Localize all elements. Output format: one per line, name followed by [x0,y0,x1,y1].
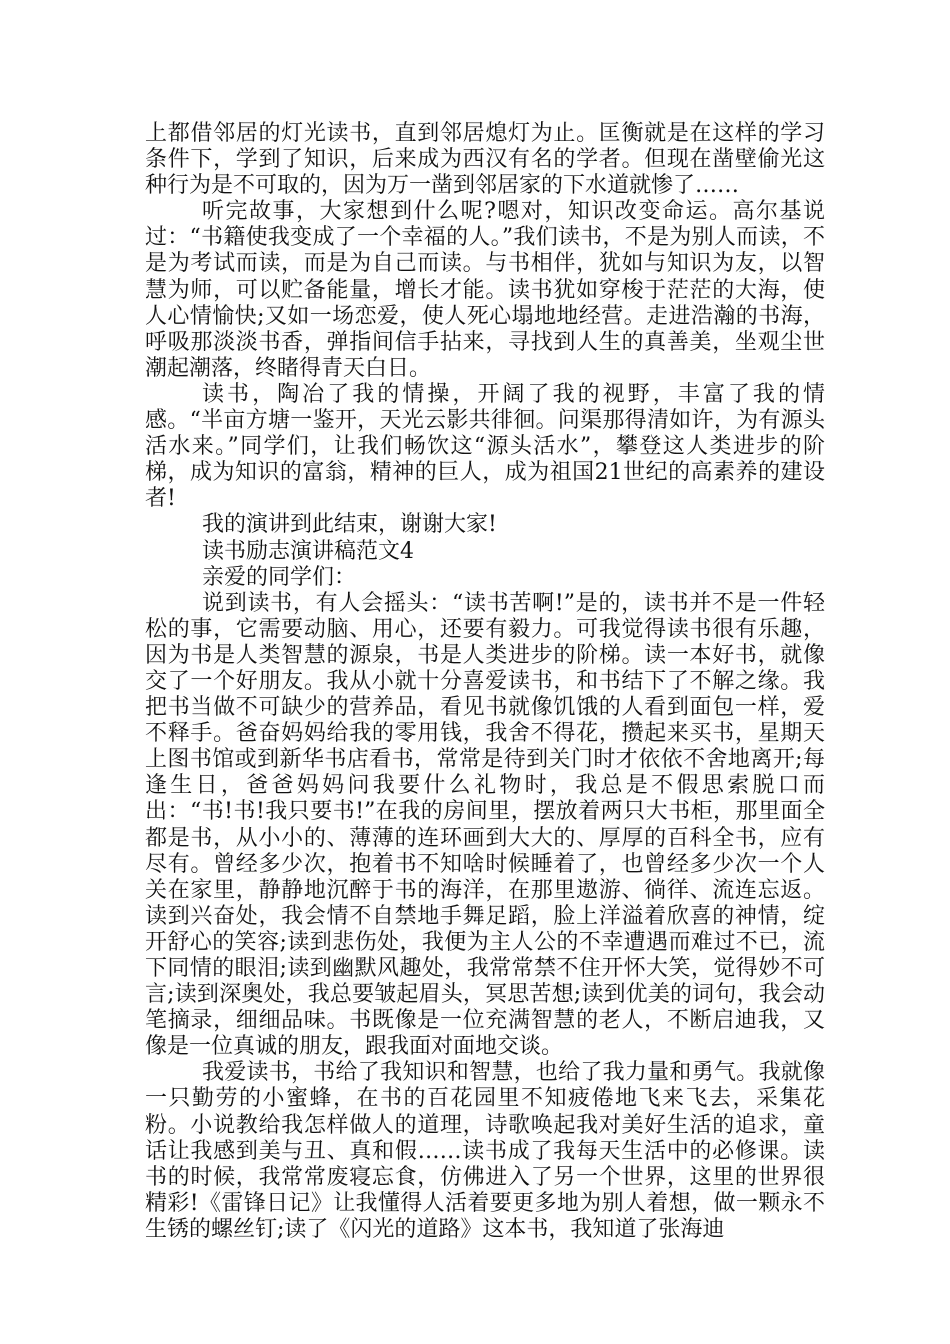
paragraph-closing: 我的演讲到此结束，谢谢大家! [202,512,497,538]
document-body [145,121,825,1243]
salutation: 亲爱的同学们： [202,564,357,590]
paragraph-knowledge-and-courage: 我爱读书，书给了我知识和智慧，也给了我力量和勇气。我就像一只勤劳的小蜜蜂，在书的百花园里不知疲倦地飞来飞去，采集花粉。小说教给我怎样做人的道理，诗歌唤起我对美好生活的追求，童话让我感到美与丑、真和假……读书成了我每天生活中的必修课。读书的时候，我常常废寝忘食，仿佛进入了另一个世界，这里的世界很精彩!《雷锋日记》让我懂得人活着要更多地为别人着想，做一颗永不生锈的螺丝钉;读了《闪光的道路》这本书，我知道了张海迪 [145,1060,825,1242]
paragraph-love-of-reading: 说到读书，有人会摇头：“读书苦啊!”是的，读书并不是一件轻松的事，它需要动脑、用心，还要有毅力。可我觉得读书很有乐趣，因为书是人类智慧的源泉，书是人类进步的阶梯。读一本好书，就像交了一个好朋友。我从小就十分喜爱读书，和书结下了不解之缘。我把书当做不可缺少的营养品，看见书就像饥饿的人看到面包一样，爱不释手。爸奋妈妈给我的零用钱，我舍不得花，攒起来买书，星期天上图书馆或到新华书店看书，常常是待到关门时才依依不舍地离开;每逢生日，爸爸妈妈问我要什么礼物时，我总是不假思索脱口而出：“书!书!我只要书!”在我的房间里，摆放着两只大书柜，那里面全都是书，从小小的、薄薄的连环画到大大的、厚厚的百科全书，应有尽有。曾经多少次，抱着书不知啥时候睡着了，也曾经多少次一个人关在家里，静静地沉醉于书的海洋，在那里遨游、徜徉、流连忘返。读到兴奋处，我会情不自禁地手舞足蹈，脸上洋溢着欣喜的神情，绽开舒心的笑容;读到悲伤处，我便为主人公的不幸遭遇而难过不已，流下同情的眼泪;读到幽默风趣处，我常常禁不住开怀大笑，觉得妙不可言;读到深奥处，我总要皱起眉头，冥思苦想;读到优美的词句，我会动笔摘录，细细品味。书既像是一位充满智慧的老人，不断启迪我，又像是一位真诚的朋友，跟我面对面地交谈。 [145,590,825,1060]
paragraph-continuation: 上都借邻居的灯光读书，直到邻居熄灯为止。匡衡就是在这样的学习条件下，学到了知识，后来成为西汉有名的学者。但现在凿壁偷光这种行为是不可取的，因为万一凿到邻居家的下水道就惨了…… [145,121,825,199]
paragraph-reading-benefits: 读书，陶冶了我的情操，开阔了我的视野，丰富了我的情感。“半亩方塘一鉴开，天光云影共徘徊。问渠那得清如许，为有源头活水来。”同学们，让我们畅饮这“源头活水”，攀登这人类进步的阶梯，成为知识的富翁，精神的巨人，成为祖国21世纪的高素养的建设者! [145,381,825,512]
section-heading: 读书励志演讲稿范文4 [202,538,414,564]
paragraph-story-reflection: 听完故事，大家想到什么呢?嗯对，知识改变命运。高尔基说过：“书籍使我变成了一个幸福的人。”我们读书，不是为别人而读，不是为考试而读，而是为自己而读。与书相伴，犹如与知识为友，以智慧为师，可以贮备能量，增长才能。读书犹如穿梭于茫茫的大海，使人心情愉快;又如一场恋爱，使人死心塌地地经营。走进浩瀚的书海，呼吸那淡淡书香，弹指间信手拈来，寻找到人生的真善美，坐观尘世潮起潮落，终睹得青天白日。 [145,199,825,381]
